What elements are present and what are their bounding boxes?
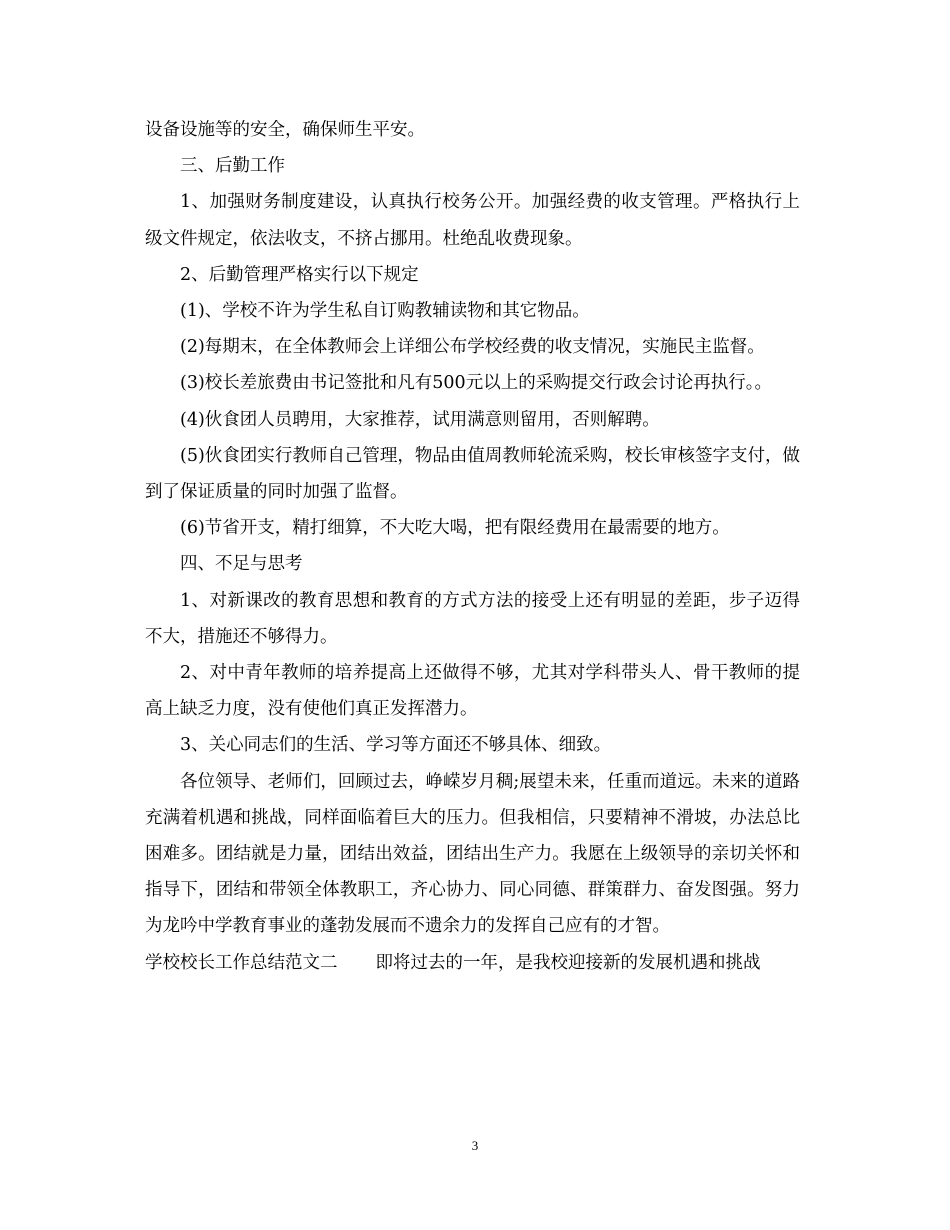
paragraph-safety-tail: 设备设施等的安全，确保师生平安。 bbox=[145, 120, 425, 140]
shortcoming-item-1: 1、对新课改的教育思想和教育的方式方法的接受上还有明显的差距，步子迈得不大，措施还不够得力。 bbox=[145, 590, 800, 647]
paragraph-finance: 1、加强财务制度建设，认真执行校务公开。加强经费的收支管理。严格执行上级文件规定，依法收支，不挤占挪用。杜绝乱收费现象。 bbox=[145, 192, 800, 249]
rule-item-5: (5)伙食团实行教师自己管理，物品由值周教师轮流采购，校长审核签字支付，做到了保证质量的同时加强了监督。 bbox=[145, 445, 800, 503]
next-section-line bbox=[145, 945, 800, 981]
rule-item-6: (6)节省开支，精打细算，不大吃大喝，把有限经费用在最需要的地方。 bbox=[180, 518, 730, 539]
rule-item-4: (4)伙食团人员聘用，大家推荐，试用满意则留用，否则解聘。 bbox=[180, 409, 660, 430]
shortcoming-item-2: 2、对中青年教师的培养提高上还做得不够，尤其对学科带头人、骨干教师的提高上缺乏力度，没有使他们真正发挥潜力。 bbox=[145, 663, 800, 720]
paragraph-conclusion: 各位领导、老师们，回顾过去，峥嵘岁月稠;展望未来，任重而道远。未来的道路充满着机遇和挑战，同样面临着巨大的压力。但我相信，只要精神不滑坡，办法总比困难多。团结就是力量，团结出效益，团结出生产力。我愿在上级领导的亲切关怀和指导下，团结和带领全体教职工，齐心协力、同心同德、群策群力、奋发图强。努力为龙吟中学教育事业的蓬勃发展而不遗余力的发挥自己应有的才智。 bbox=[145, 771, 800, 937]
heading-shortcomings: 四、不足与思考 bbox=[180, 554, 303, 575]
next-section-intro: 即将过去的一年，是我校迎接新的发展机遇和挑战 bbox=[375, 952, 761, 973]
rule-item-3: (3)校长差旅费由书记签批和凡有500元以上的采购提交行政会讨论再执行。。 bbox=[180, 373, 772, 394]
heading-logistics: 三、后勤工作 bbox=[180, 156, 285, 177]
rule-item-1: (1)、学校不许为学生私自订购教辅读物和其它物品。 bbox=[180, 301, 590, 322]
page-number: 3 bbox=[471, 1138, 479, 1153]
rule-item-2: (2)每期末，在全体教师会上详细公布学校经费的收支情况，实施民主监督。 bbox=[180, 337, 765, 358]
document-body bbox=[145, 112, 800, 981]
paragraph-logistics-rules: 2、后勤管理严格实行以下规定 bbox=[180, 264, 419, 285]
shortcoming-item-3: 3、关心同志们的生活、学习等方面还不够具体、细致。 bbox=[180, 735, 612, 756]
next-section-heading: 学校校长工作总结范文二 bbox=[145, 952, 338, 973]
